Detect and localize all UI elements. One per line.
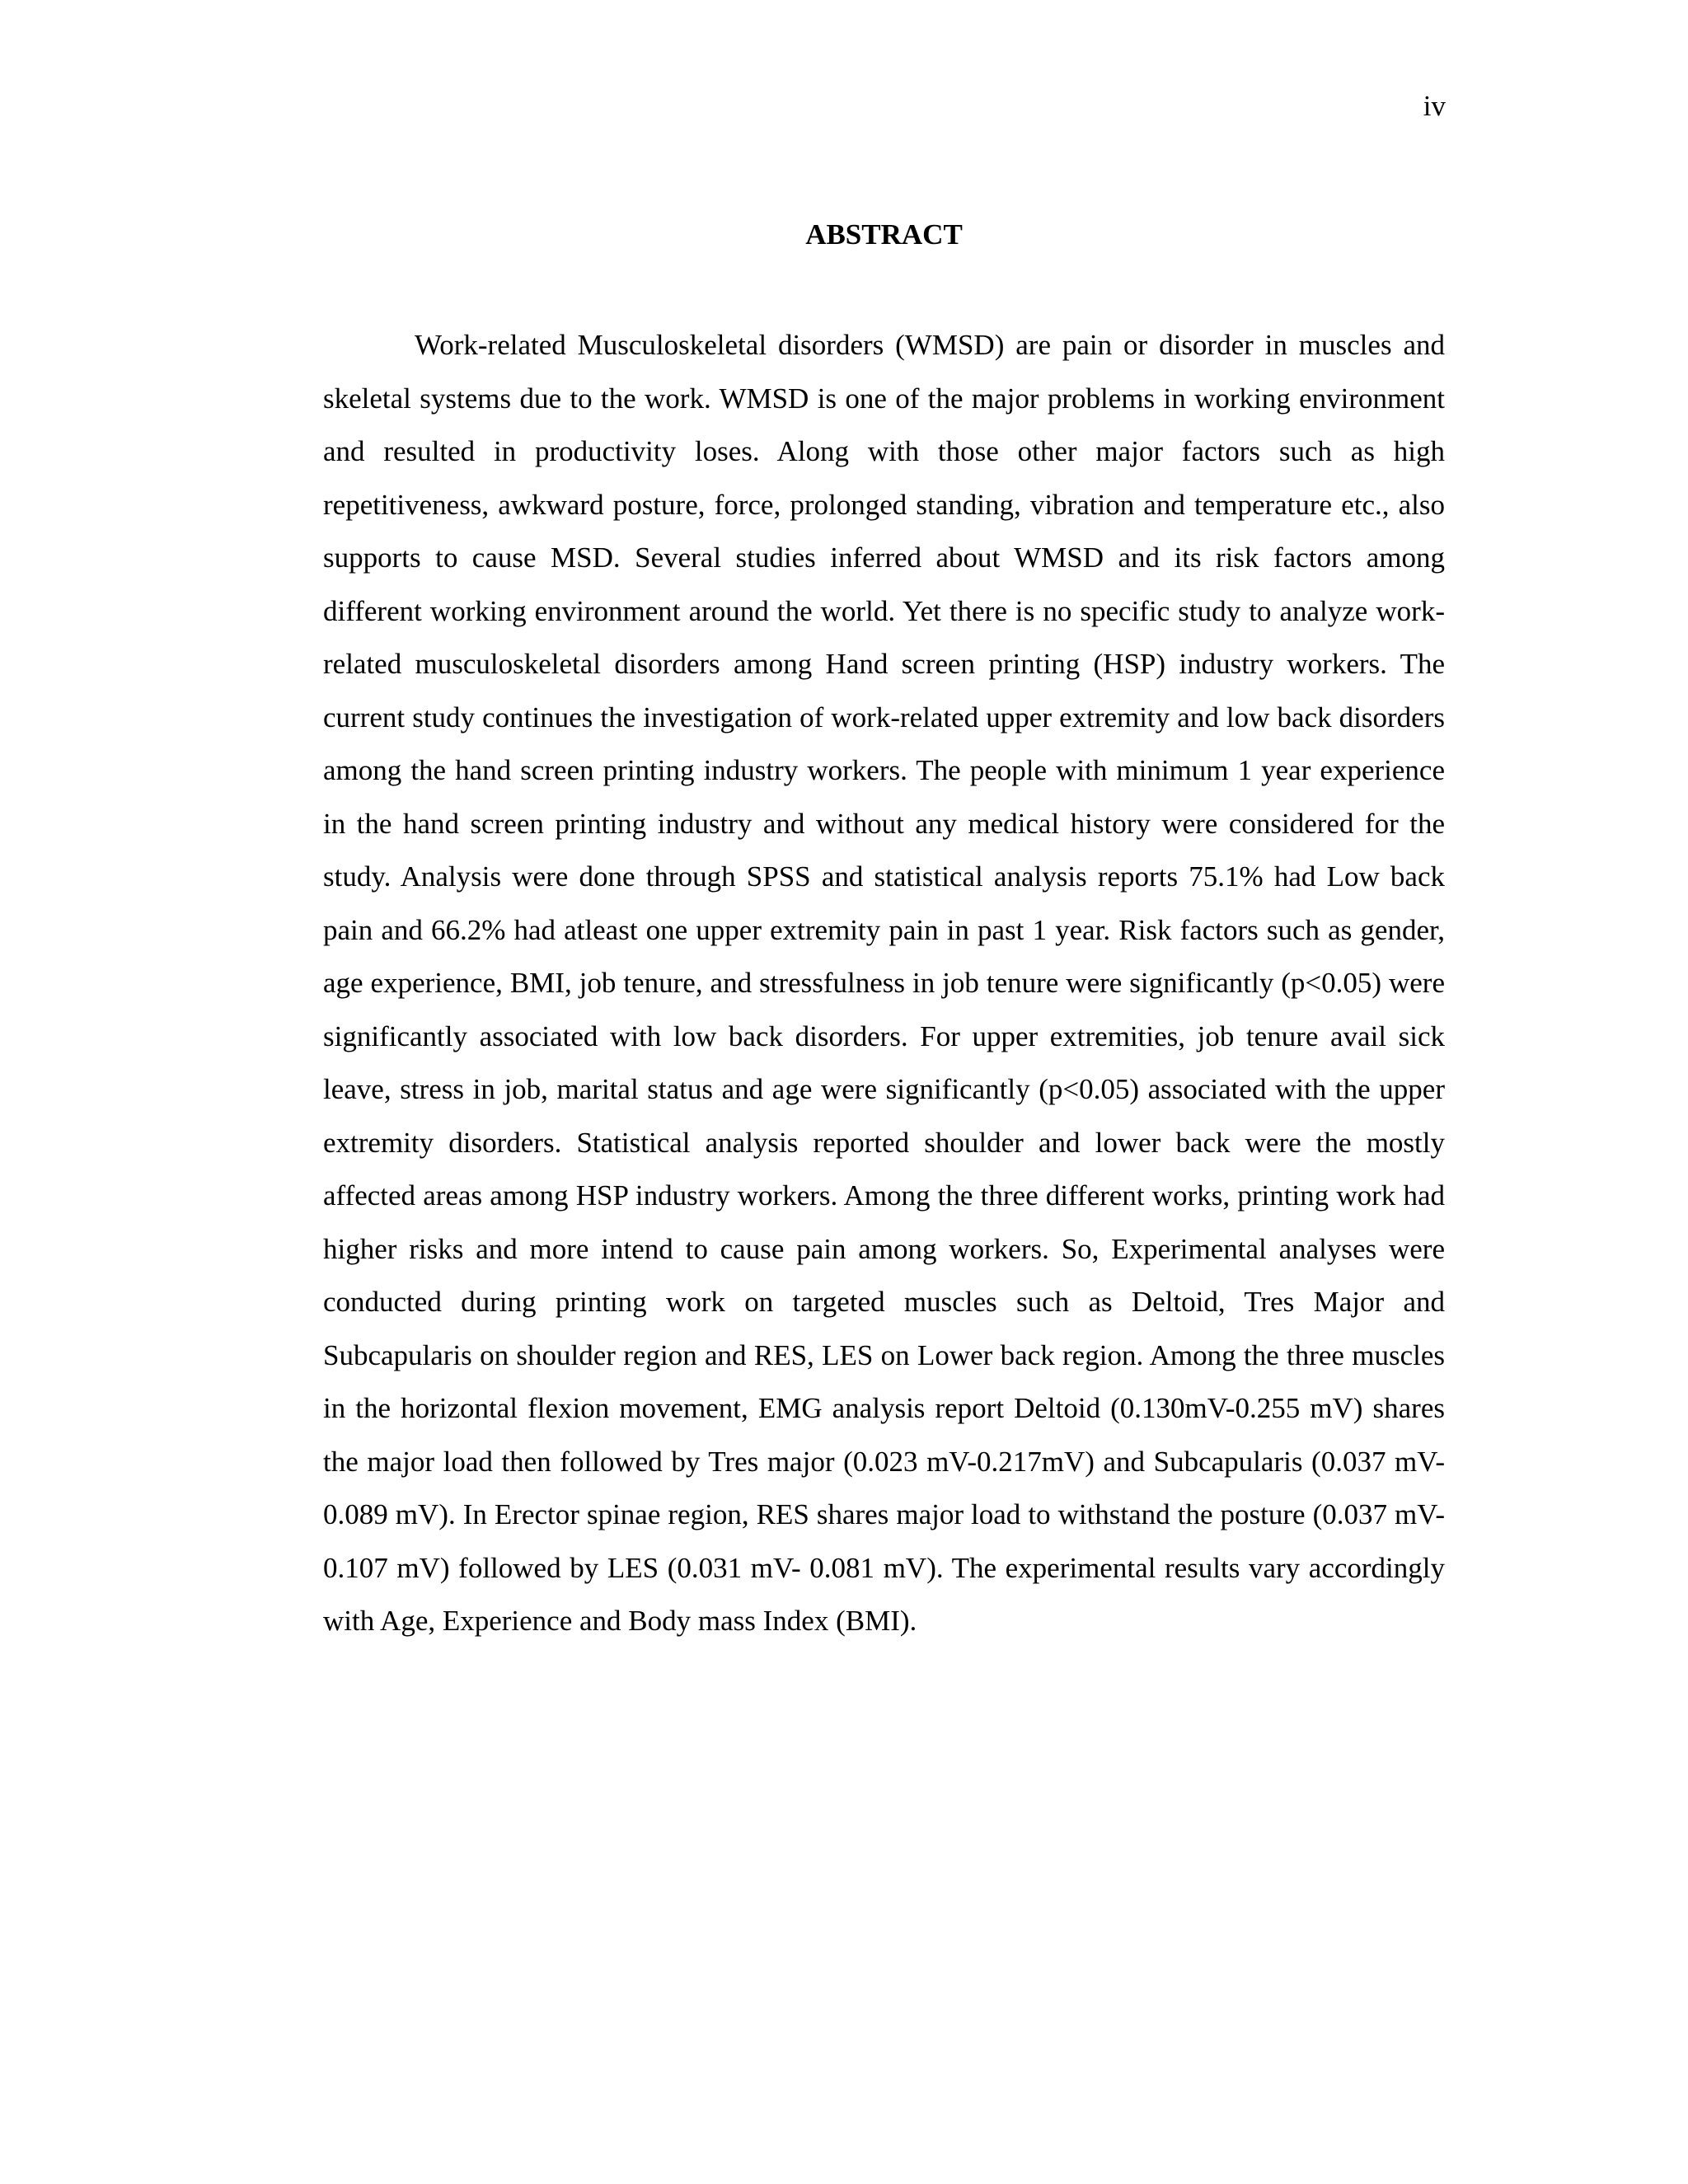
abstract-body: Work-related Musculoskeletal disorders (WMSD) are pain or disorder in muscles and skeletal systems due to the work. WMSD is one of the major problems in working environment and resulted in productivity loses. Along with those other major factors such as high repetitiveness, awkward posture, force, prolonged standing, vibration and temperature etc., also supports to cause MSD. Several studies inferred about WMSD and its risk factors among different working environment around the world. Yet there is no specific study to analyze work-related musculoskeletal disorders among Hand screen printing (HSP) industry workers. The current study continues the investigation of work-related upper extremity and low back disorders among the hand screen printing industry workers. The people with minimum 1 year experience in the hand screen printing industry and without any medical history were considered for the study. Analysis were done through SPSS and statistical analysis reports 75.1% had Low back pain and 66.2% had atleast one upper extremity pain in past 1 year. Risk factors such as gender, age experience, BMI, job tenure, and stressfulness in job tenure were significantly (p<0.05) were significantly associated with low back disorders. For upper extremities, job tenure avail sick leave, stress in job, marital status and age were significantly (p<0.05) associated with the upper extremity disorders. Statistical analysis reported shoulder and lower back were the mostly affected areas among HSP industry workers. Among the three different works, printing work had higher risks and more intend to cause pain among workers. So, Experimental analyses were conducted during printing work on targeted muscles such as Deltoid, Tres Major and Subcapularis on shoulder region and RES, LES on Lower back region. Among the three muscles in the horizontal flexion movement, EMG analysis report Deltoid (0.130mV-0.255 mV) shares the major load then followed by Tres major (0.023 mV-0.217mV) and Subcapularis (0.037 mV-0.089 mV). In Erector spinae region, RES shares major load to withstand the posture (0.037 mV-0.107 mV) followed by LES (0.031 mV- 0.081 mV). The experimental results vary accordingly with Age, Experience and Body mass Index (BMI). [323, 329, 1445, 1637]
abstract-heading: ABSTRACT [805, 218, 963, 251]
page-number: iv [1423, 90, 1446, 122]
